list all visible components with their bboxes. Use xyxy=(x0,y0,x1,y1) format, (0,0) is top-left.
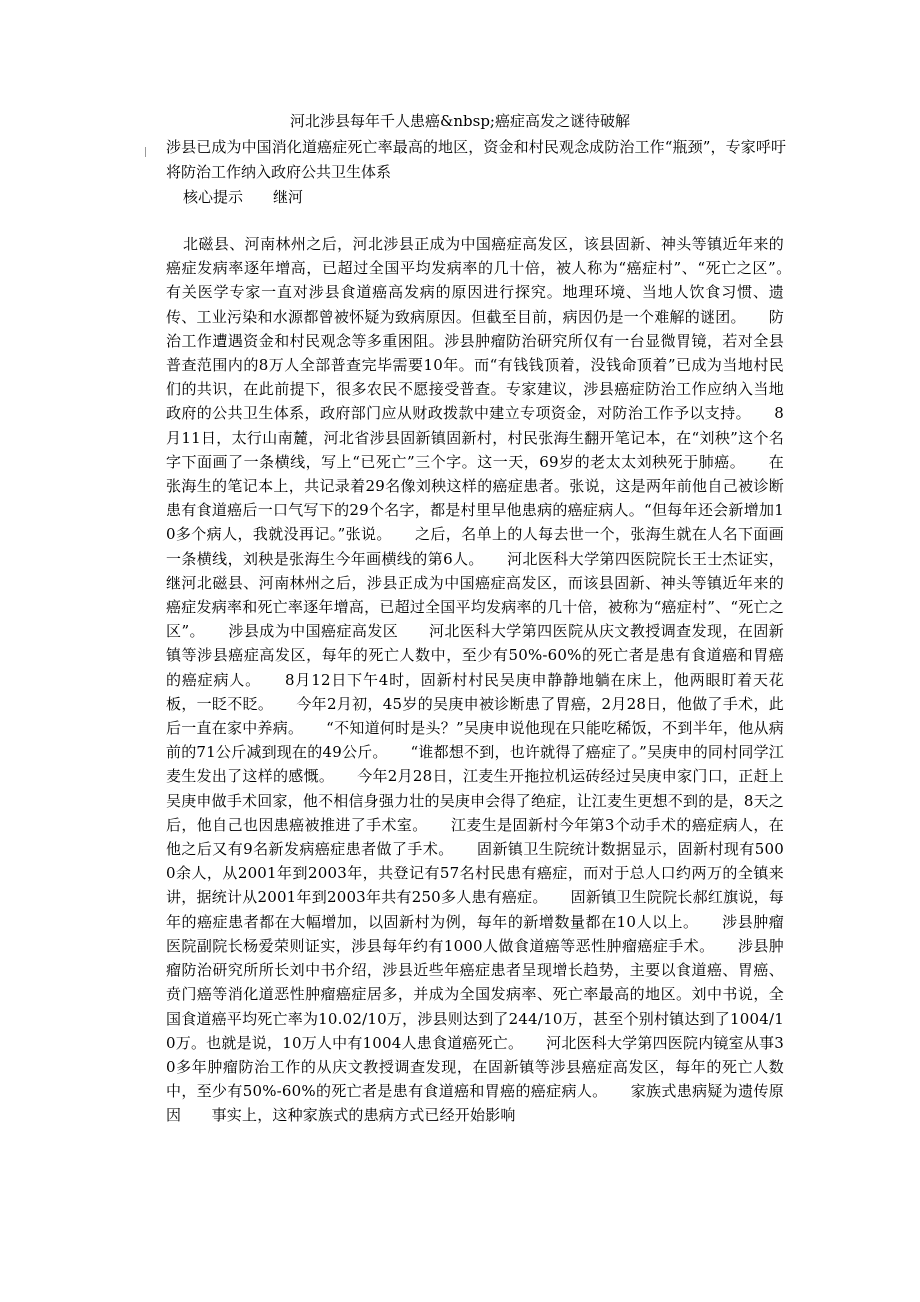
core-tip-line: 核心提示 继河 xyxy=(183,188,304,206)
article-subtitle: 涉县已成为中国消化道癌症死亡率最高的地区，资金和村民观念成防治工作“瓶颈”，专家呼吁将防治工作纳入政府公共卫生体系 xyxy=(166,138,786,181)
margin-mark xyxy=(145,147,146,157)
article-title: 河北涉县每年千人患癌&nbsp;癌症高发之谜待破解 xyxy=(290,112,630,130)
article-body: 北磁县、河南林州之后，河北涉县正成为中国癌症高发区，该县固新、神头等镇近年来的癌症发病率逐年增高，已超过全国平均发病率的几十倍，被人称为“癌症村”、“死亡之区”。 有关医学专家一直对涉县食道癌高发病的原因进行探究。地理环境、当地人饮食习惯、遗传、工业污染和水源都曾被怀疑为致病原因。但截至目前，病因仍是一个难解的谜团。 防治工作遭遇资金和村民观念等多重困阻。涉县肿瘤防治研究所仅有一台显微胃镜，若对全县普查范围内的8万人全部普查完毕需要10年。而“有钱钱顶着，没钱命顶着”已成为当地村民们的共识，在此前提下，很多农民不愿接受普查。专家建议，涉县癌症防治工作应纳入当地政府的公共卫生体系，政府部门应从财政拨款中建立专项资金，对防治工作予以支持。 8月11日，太行山南麓，河北省涉县固新镇固新村，村民张海生翻开笔记本，在“刘秧”这个名字下面画了一条横线，写上“已死亡”三个字。这一天，69岁的老太太刘秧死于肺癌。 在张海生的笔记本上，共记录着29名像刘秧这样的癌症患者。张说，这是两年前他自己被诊断患有食道癌后一口气写下的29个名字，都是村里早他患病的癌症病人。“但每年还会新增加10多个病人，我就没再记。”张说。 之后，名单上的人每去世一个，张海生就在人名下面画一条横线，刘秧是张海生今年画横线的第6人。 河北医科大学第四医院院长王士杰证实，继河北磁县、河南林州之后，涉县正成为中国癌症高发区，而该县固新、神头等镇近年来的癌症发病率和死亡率逐年增高，已超过全国平均发病率的几十倍，被称为“癌症村”、“死亡之区”。 涉县成为中国癌症高发区 河北医科大学第四医院从庆文教授调查发现，在固新镇等涉县癌症高发区，每年的死亡人数中，至少有50%-60%的死亡者是患有食道癌和胃癌的癌症病人。 8月12日下午4时，固新村村民吴庚申静静地躺在床上，他两眼盯着天花板，一眨不眨。 今年2月初，45岁的吴庚申被诊断患了胃癌，2月28日，他做了手术，此后一直在家中养病。 “不知道何时是头？”吴庚申说他现在只能吃稀饭，不到半年，他从病前的71公斤减到现在的49公斤。 “谁都想不到，也许就得了癌症了。”吴庚申的同村同学江麦生发出了这样的感慨。 今年2月28日，江麦生开拖拉机运砖经过吴庚申家门口，正赶上吴庚申做手术回家，他不相信身强力壮的吴庚申会得了绝症，让江麦生更想不到的是，8天之后，他自己也因患癌被推进了手术室。 江麦生是固新村今年第3个动手术的癌症病人，在他之后又有9名新发病癌症患者做了手术。 固新镇卫生院统计数据显示，固新村现有5000余人，从2001年到2003年，共登记有57名村民患有癌症，而对于总人口约两万的全镇来讲，据统计从2001年到2003年共有250多人患有癌症。 固新镇卫生院院长郝红旗说，每年的癌症患者都在大幅增加，以固新村为例，每年的新增数量都在10人以上。 涉县肿瘤医院副院长杨爱荣则证实，涉县每年约有1000人做食道癌等恶性肿瘤癌症手术。 涉县肿瘤防治研究所所长刘中书介绍，涉县近些年癌症患者呈现增长趋势，主要以食道癌、胃癌、贲门癌等消化道恶性肿瘤癌症居多，并成为全国发病率、死亡率最高的地区。刘中书说，全国食道癌平均死亡率为10.02/10万，涉县则达到了244/10万，甚至个别村镇达到了1004/10万。也就是说，10万人中有1004人患食道癌死亡。 河北医科大学第四医院内镜室从事30多年肿瘤防治工作的从庆文教授调查发现，在固新镇等涉县癌症高发区，每年的死亡人数中，至少有50%-60%的死亡者是患有食道癌和胃癌的癌症病人。 家族式患病疑为遗传原因 事实上，这种家族式的患病方式已经开始影响 xyxy=(166,235,815,1125)
